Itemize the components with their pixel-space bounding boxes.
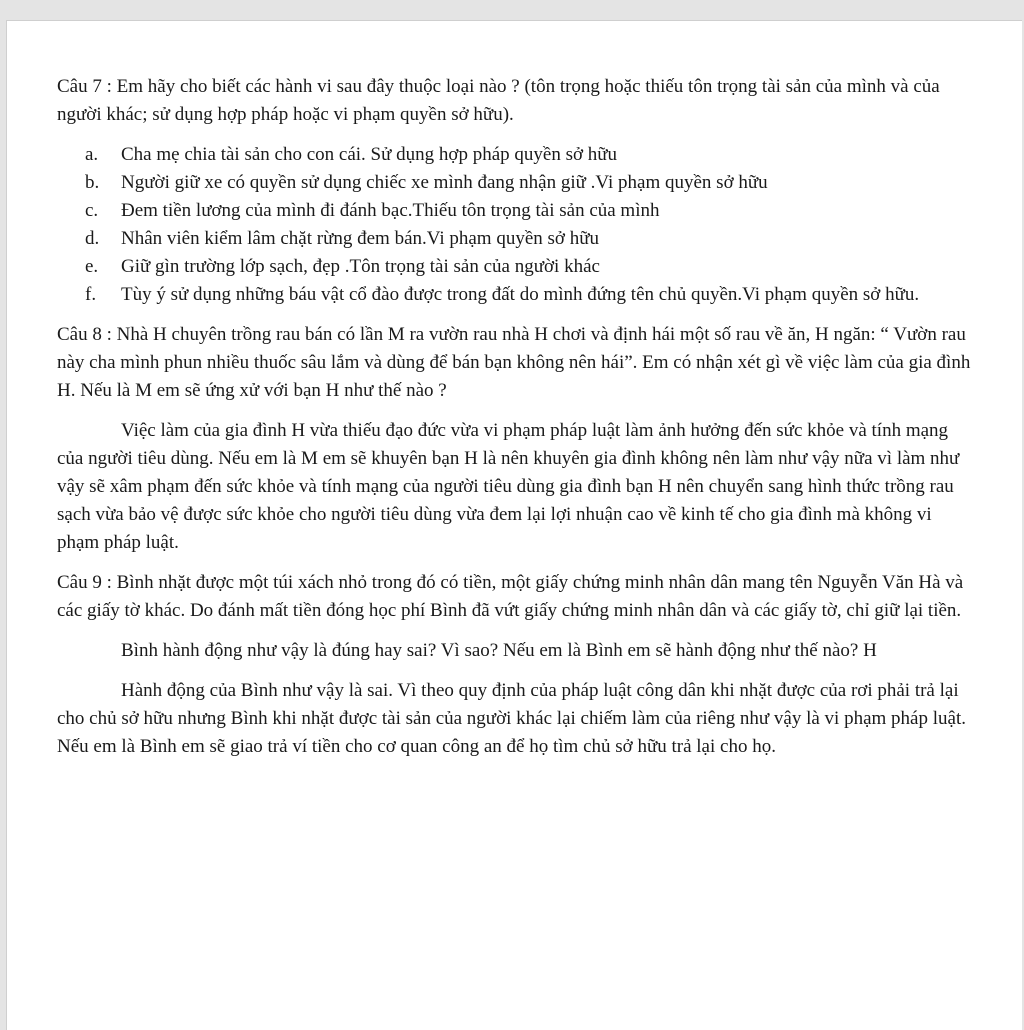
list-item bbox=[85, 225, 977, 253]
list-marker: f. bbox=[85, 284, 97, 305]
list-item bbox=[85, 253, 977, 281]
answer-8: Việc làm của gia đình H vừa thiếu đạo đức vừa vi phạm pháp luật làm ảnh hưởng đến sức khỏe và tính mạng của người tiêu dùng. Nếu em là M em sẽ khuyên bạn H là nên khuyên gia đình không nên làm như vậy nữa vì làm như vậy sẽ xâm phạm đến sức khỏe và tính mạng của người tiêu dùng gia đình bạn H nên chuyển sang hình thức trồng rau sạch vừa bảo vệ được sức khỏe cho người tiêu dùng vừa đem lại lợi nhuận cao về kinh tế cho gia đình mà không vi phạm pháp luật. bbox=[57, 420, 960, 553]
list-marker: e. bbox=[85, 256, 99, 277]
list-item-text: Đem tiền lương của mình đi đánh bạc.Thiếu tôn trọng tài sản của mình bbox=[121, 200, 660, 221]
list-item bbox=[85, 197, 977, 225]
document-content bbox=[57, 73, 977, 761]
list-item-text: Tùy ý sử dụng những báu vật cổ đào được trong đất do mình đứng tên chủ quyền.Vi phạm quyền sở hữu. bbox=[121, 284, 920, 305]
list-marker: b. bbox=[85, 172, 100, 193]
question-7-answer-list bbox=[57, 141, 977, 309]
list-item-text: Cha mẹ chia tài sản cho con cái. Sử dụng hợp pháp quyền sở hữu bbox=[121, 144, 618, 165]
question-8: Câu 8 : Nhà H chuyên trồng rau bán có lần M ra vườn rau nhà H chơi và định hái một số rau về ăn, H ngăn: “ Vườn rau này cha mình phun nhiều thuốc sâu lắm và dùng để bán bạn không nên hái”. Em có nhận xét gì về việc làm của gia đình H. Nếu là M em sẽ ứng xử với bạn H như thế nào ? bbox=[57, 324, 971, 401]
list-item-text: Nhân viên kiểm lâm chặt rừng đem bán.Vi phạm quyền sở hữu bbox=[121, 228, 600, 249]
list-item-text: Giữ gìn trường lớp sạch, đẹp .Tôn trọng tài sản của người khác bbox=[121, 256, 600, 277]
list-item bbox=[85, 169, 977, 197]
document-page bbox=[6, 20, 1022, 1030]
sub-question-9: Bình hành động như vậy là đúng hay sai? Vì sao? Nếu em là Bình em sẽ hành động như thế nào? H bbox=[121, 640, 877, 661]
list-item bbox=[85, 281, 977, 309]
question-7: Câu 7 : Em hãy cho biết các hành vi sau đây thuộc loại nào ? (tôn trọng hoặc thiếu tôn trọng tài sản của mình và của người khác; sử dụng hợp pháp hoặc vi phạm quyền sở hữu). bbox=[57, 76, 940, 125]
question-9: Câu 9 : Bình nhặt được một túi xách nhỏ trong đó có tiền, một giấy chứng minh nhân dân mang tên Nguyễn Văn Hà và các giấy tờ khác. Do đánh mất tiền đóng học phí Bình đã vứt giấy chứng minh nhân dân và các giấy tờ, chỉ giữ lại tiền. bbox=[57, 572, 964, 621]
list-item bbox=[85, 141, 977, 169]
list-marker: d. bbox=[85, 228, 100, 249]
list-marker: c. bbox=[85, 200, 99, 221]
list-item-text: Người giữ xe có quyền sử dụng chiếc xe mình đang nhận giữ .Vi phạm quyền sở hữu bbox=[121, 172, 768, 193]
list-marker: a. bbox=[85, 144, 99, 165]
answer-9: Hành động của Bình như vậy là sai. Vì theo quy định của pháp luật công dân khi nhặt được của rơi phải trả lại cho chủ sở hữu nhưng Bình khi nhặt được tài sản của người khác lại chiếm làm của riêng như vậy là vi phạm pháp luật. Nếu em là Bình em sẽ giao trả ví tiền cho cơ quan công an để họ tìm chủ sở hữu trả lại cho họ. bbox=[57, 680, 966, 757]
